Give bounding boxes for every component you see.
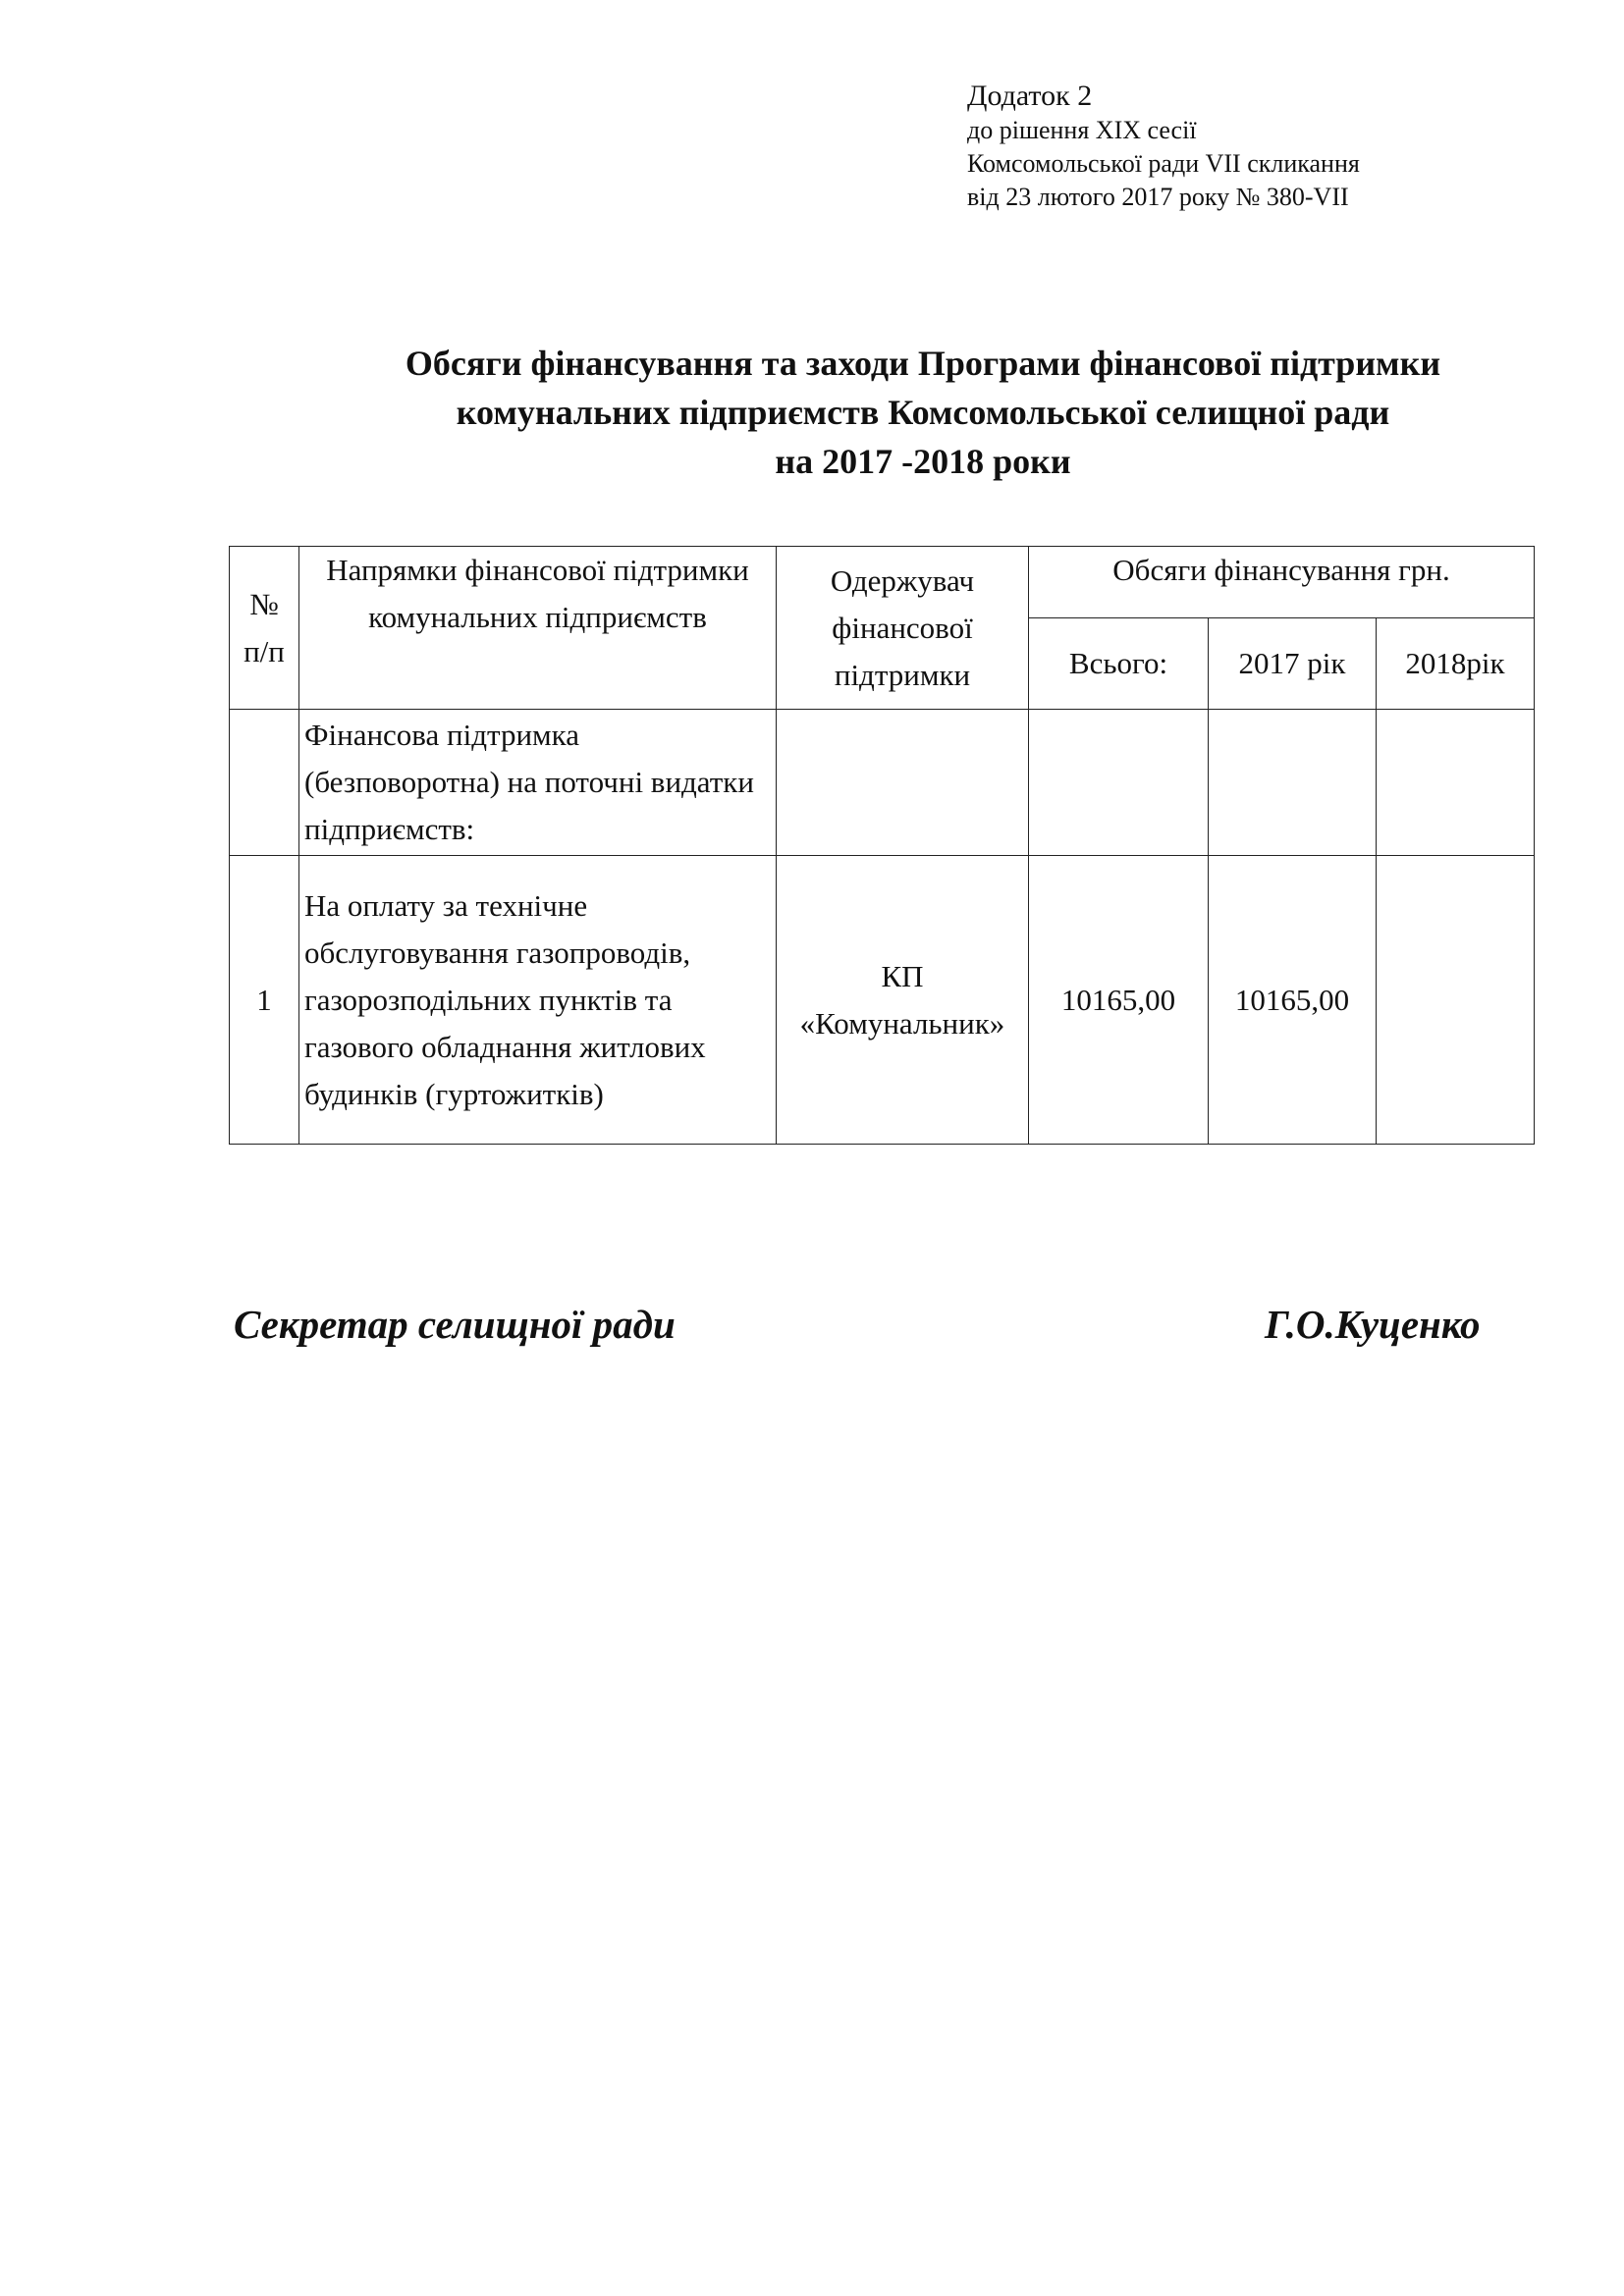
section-label: Фінансова підтримка (безповоротна) на поточні видатки підприємств: bbox=[299, 710, 777, 856]
section-number-cell bbox=[230, 710, 299, 856]
addendum-block bbox=[967, 79, 1360, 214]
signature-name: Г.О.Куценко bbox=[1265, 1302, 1481, 1347]
header-number: № п/п bbox=[230, 547, 299, 710]
row-year-2018 bbox=[1377, 856, 1535, 1145]
title-line-1: Обсяги фінансування та заходи Програми фінансової підтримки bbox=[405, 344, 1441, 383]
title-line-3: на 2017 -2018 роки bbox=[775, 442, 1071, 481]
header-total: Всього: bbox=[1029, 618, 1209, 710]
header-financing-volume: Обсяги фінансування грн. bbox=[1029, 547, 1535, 618]
financing-table bbox=[229, 546, 1535, 1145]
addendum-date-line: від 23 лютого 2017 року № 380-VII bbox=[967, 183, 1349, 211]
title-line-2: комунальних підприємств Комсомольської селищної ради bbox=[456, 393, 1390, 432]
table-section-row bbox=[230, 710, 1535, 856]
section-2017-cell bbox=[1209, 710, 1377, 856]
addendum-council-line: Комсомольської ради VII скликання bbox=[967, 149, 1360, 178]
signature-role: Секретар селищної ради bbox=[234, 1302, 676, 1347]
row-recipient: КП «Комунальник» bbox=[777, 856, 1029, 1145]
header-recipient: Одержувач фінансової підтримки bbox=[777, 547, 1029, 710]
row-total: 10165,00 bbox=[1029, 856, 1209, 1145]
row-number: 1 bbox=[230, 856, 299, 1145]
addendum-decision-line: до рішення XIX сесії bbox=[967, 116, 1197, 144]
section-recipient-cell bbox=[777, 710, 1029, 856]
header-direction: Напрямки фінансової підтримки комунальних підприємств bbox=[299, 547, 777, 710]
table-row bbox=[230, 856, 1535, 1145]
row-direction: На оплату за технічне обслуговування газопроводів, газорозподільних пунктів та газового обладнання житлових будинків (гуртожитків) bbox=[299, 856, 777, 1145]
section-total-cell bbox=[1029, 710, 1209, 856]
addendum-title: Додаток 2 bbox=[967, 80, 1093, 112]
section-2018-cell bbox=[1377, 710, 1535, 856]
header-year-2018: 2018рік bbox=[1377, 618, 1535, 710]
header-year-2017: 2017 рік bbox=[1209, 618, 1377, 710]
table-header-row bbox=[230, 547, 1535, 618]
document-title bbox=[216, 339, 1624, 486]
row-year-2017: 10165,00 bbox=[1209, 856, 1377, 1145]
